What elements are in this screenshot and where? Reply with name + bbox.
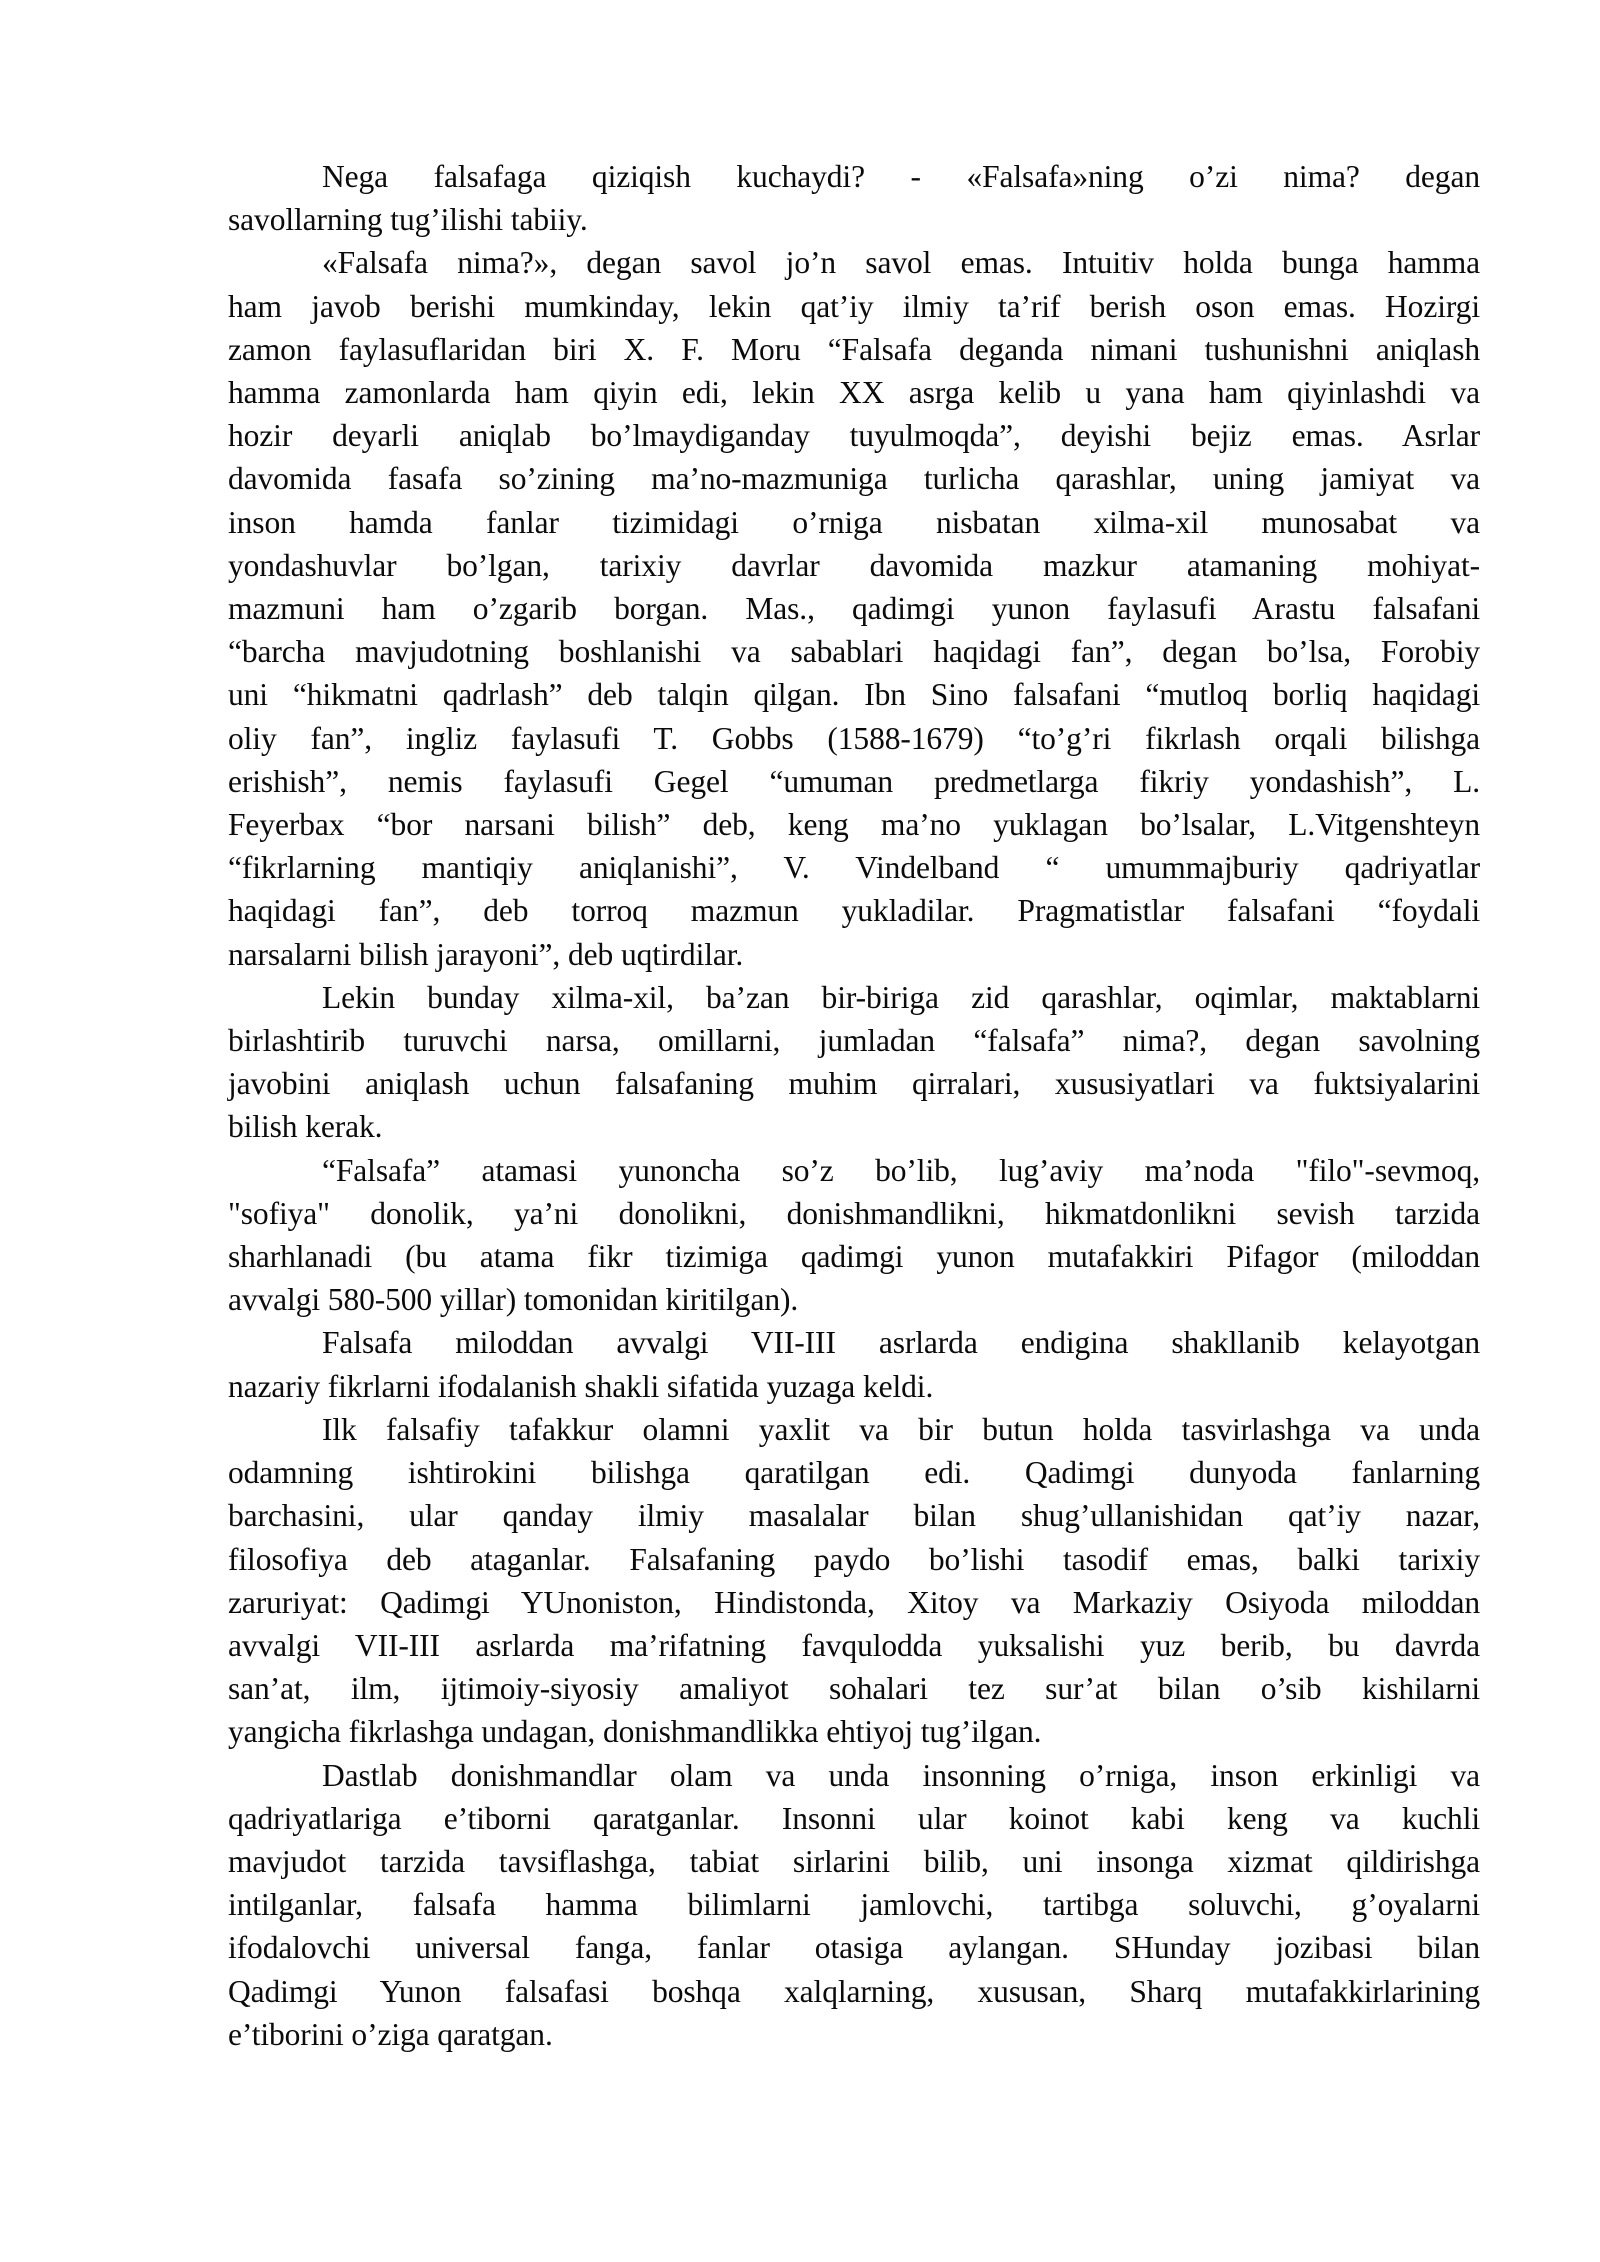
text-line: intilganlar, falsafa hamma bilimlarni jamlovchi, tartibga soluvchi, g’oyalarni <box>228 1887 1480 1923</box>
text-line: zaruriyat: Qadimgi YUnoniston, Hindistonda, Xitoy va Markaziy Osiyoda miloddan <box>228 1584 1480 1620</box>
text-line: erishish”, nemis faylasufi Gegel “umuman predmetlarga fikriy yondashish”, L. <box>228 763 1480 799</box>
text-line: avvalgi VII-III asrlarda ma’rifatning favqulodda yuksalishi yuz berib, bu davrda <box>228 1627 1480 1663</box>
text-line: avvalgi 580-500 yillar) tomonidan kiritilgan). <box>228 1282 799 1318</box>
text-line: mavjudot tarzida tavsiflashga, tabiat sirlarini bilib, uni insonga xizmat qildirishga <box>228 1843 1480 1879</box>
text-line: Ilk falsafiy tafakkur olamni yaxlit va bir butun holda tasvirlashga va unda <box>322 1411 1480 1447</box>
text-line: zamon faylasuflaridan biri X. F. Moru “Falsafa deganda nimani tushunishni aniqlash <box>228 331 1480 367</box>
text-line: filosofiya deb ataganlar. Falsafaning paydo bo’lishi tasodif emas, balki tarixiy <box>228 1541 1480 1577</box>
text-line: Feyerbax “bor narsani bilish” deb, keng ma’no yuklagan bo’lsalar, L.Vitgenshteyn <box>228 807 1480 843</box>
text-line: “barcha mavjudotning boshlanishi va sabablari haqidagi fan”, degan bo’lsa, Forobiy <box>228 634 1480 670</box>
text-line: «Falsafa nima?», degan savol jo’n savol emas. Intuitiv holda bunga hamma <box>322 245 1480 281</box>
text-line: "sofiya" donolik, ya’ni donolikni, donishmandlikni, hikmatdonlikni sevish tarzida <box>228 1195 1480 1231</box>
text-line: davomida fasafa so’zining ma’no-mazmuniga turlicha qarashlar, uning jamiyat va <box>228 461 1480 497</box>
text-line: savollarning tug’ilishi tabiiy. <box>228 202 588 238</box>
text-line: “fikrlarning mantiqiy aniqlanishi”, V. Vindelband “ umummajburiy qadriyatlar <box>228 850 1480 886</box>
text-line: uni “hikmatni qadrlash” deb talqin qilgan. Ibn Sino falsafani “mutloq borliq haqidagi <box>228 677 1480 713</box>
text-line: birlashtirib turuvchi narsa, omillarni, jumladan “falsafa” nima?, degan savolning <box>228 1023 1480 1059</box>
text-line: “Falsafa” atamasi yunoncha so’z bo’lib, lug’aviy ma’noda "filo"-sevmoq, <box>322 1152 1480 1188</box>
text-line: ifodalovchi universal fanga, fanlar otasiga aylangan. SHunday jozibasi bilan <box>228 1930 1480 1966</box>
text-line: hamma zamonlarda ham qiyin edi, lekin XX asrga kelib u yana ham qiyinlashdi va <box>228 375 1480 411</box>
text-line: yangicha fikrlashga undagan, donishmandlikka ehtiyoj tug’ilgan. <box>228 1714 1042 1750</box>
text-line: bilish kerak. <box>228 1109 383 1145</box>
text-line: Lekin bunday xilma-xil, ba’zan bir-biriga zid qarashlar, oqimlar, maktablarni <box>322 979 1480 1015</box>
text-line: Falsafa miloddan avvalgi VII-III asrlarda endigina shakllanib kelayotgan <box>322 1325 1480 1361</box>
text-line: san’at, ilm, ijtimoiy-siyosiy amaliyot sohalari tez sur’at bilan o’sib kishilarni <box>228 1671 1480 1707</box>
text-line: inson hamda fanlar tizimidagi o’rniga nisbatan xilma-xil munosabat va <box>228 504 1480 540</box>
text-line: oliy fan”, ingliz faylasufi T. Gobbs (1588-1679) “to’g’ri fikrlash orqali bilishga <box>228 720 1480 756</box>
text-line: narsalarni bilish jarayoni”, deb uqtirdilar. <box>228 936 744 972</box>
text-line: barchasini, ular qanday ilmiy masalalar bilan shug’ullanishidan qat’iy nazar, <box>228 1498 1480 1534</box>
text-block <box>228 155 1480 2056</box>
text-line: qadriyatlariga e’tiborni qaratganlar. Insonni ular koinot kabi keng va kuchli <box>228 1800 1480 1836</box>
text-line: haqidagi fan”, deb torroq mazmun yukladilar. Pragmatistlar falsafani “foydali <box>228 893 1480 929</box>
text-line: nazariy fikrlarni ifodalanish shakli sifatida yuzaga keldi. <box>228 1368 934 1404</box>
text-line: mazmuni ham o’zgarib borgan. Mas., qadimgi yunon faylasufi Arastu falsafani <box>228 591 1480 627</box>
text-line: Nega falsafaga qiziqish kuchaydi? - «Falsafa»ning o’zi nima? degan <box>322 159 1480 194</box>
text-line: yondashuvlar bo’lgan, tarixiy davrlar davomida mazkur atamaning mohiyat- <box>228 547 1480 583</box>
text-line: odamning ishtirokini bilishga qaratilgan edi. Qadimgi dunyoda fanlarning <box>228 1455 1480 1491</box>
text-line: sharhlanadi (bu atama fikr tizimiga qadimgi yunon mutafakkiri Pifagor (miloddan <box>228 1239 1480 1275</box>
text-line: ham javob berishi mumkinday, lekin qat’iy ilmiy ta’rif berish oson emas. Hozirgi <box>228 288 1480 324</box>
text-line: javobini aniqlash uchun falsafaning muhim qirralari, xususiyatlari va fuktsiyalarini <box>228 1066 1480 1102</box>
text-line: e’tiborini o’ziga qaratgan. <box>228 2016 553 2052</box>
text-line: Dastlab donishmandlar olam va unda insonning o’rniga, inson erkinligi va <box>322 1757 1480 1793</box>
text-line: hozir deyarli aniqlab bo’lmaydiganday tuyulmoqda”, deyishi bejiz emas. Asrlar <box>228 418 1480 454</box>
text-line: Qadimgi Yunon falsafasi boshqa xalqlarning, xususan, Sharq mutafakkirlarining <box>228 1973 1480 2009</box>
